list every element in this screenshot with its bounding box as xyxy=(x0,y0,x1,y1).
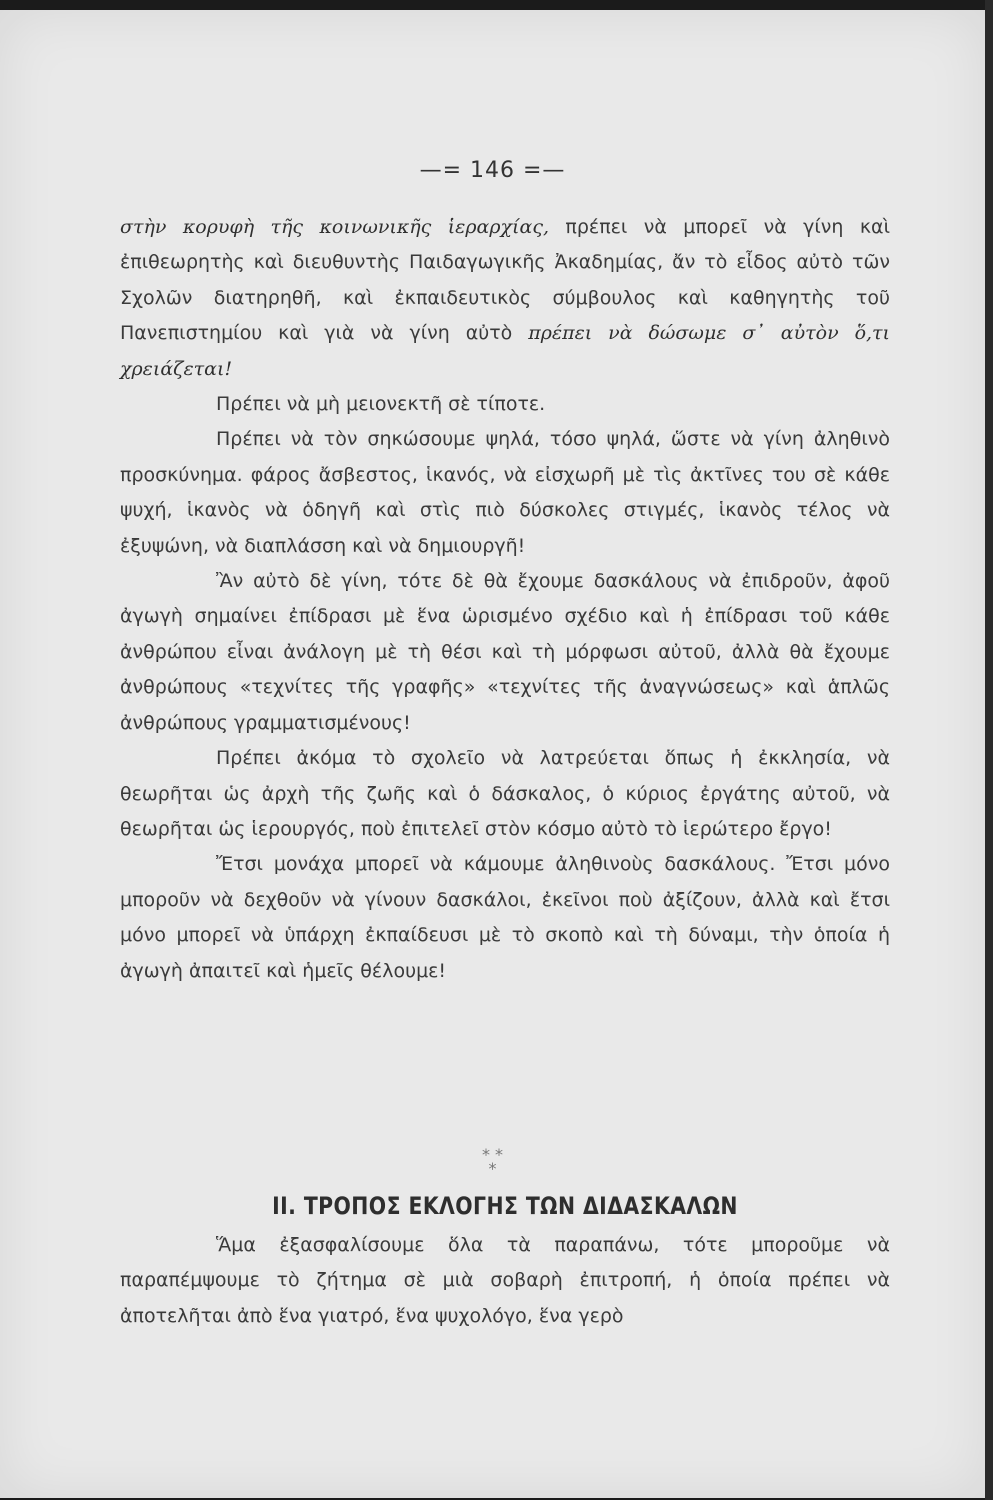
page-number: —= 146 =— xyxy=(419,158,566,183)
italic-lead: στὴν κορυφὴ τῆς κοινωνικῆς ἱεραρχίας, xyxy=(120,216,550,238)
paragraph-1 xyxy=(120,210,890,387)
paragraph-4: Ἂν αὐτὸ δὲ γίνη, τότε δὲ θὰ ἔχουμε δασκάλους νὰ ἐπιδροῦν, ἀφοῦ ἀγωγὴ σημαίνει ἐπίδρασι μὲ ἕνα ὡρισμένο σχέδιο καὶ ἡ ἐπίδρασι τοῦ κάθε ἀνθρώπου εἶναι ἀνάλογη μὲ τὴ θέσι καὶ τὴ μόρφωσι αὐτοῦ, ἀλλὰ θὰ ἔχουμε ἀνθρώπους «τεχνίτες τῆς γραφῆς» «τεχνίτες τῆς ἀναγνώσεως» καὶ ἁπλῶς ἀνθρώπους γραμματισμένους! xyxy=(120,570,890,734)
body-text-top xyxy=(120,210,890,989)
asterism-divider xyxy=(0,1145,985,1178)
paragraph-1-text: πρέπει νὰ μπορεῖ νὰ γίνη καὶ ἐπιθεωρητὴς καὶ διευθυντὴς Παιδαγωγικῆς Ἀκαδημίας, ἄν τὸ εἶδος αὐτὸ τῶν Σχολῶν διατηρηθῆ, καὶ ἐκπαιδευτικὸς σύμβουλος καὶ καθηγητὴς τοῦ Πανεπιστημίου καὶ γιὰ νὰ γίνη αὐτὸ xyxy=(120,216,890,345)
scan-edge xyxy=(985,0,993,1500)
asterism-line-1: * * xyxy=(481,1145,504,1164)
paragraph-5: Πρέπει ἀκόμα τὸ σχολεῖο νὰ λατρεύεται ὅπως ἡ ἐκκλησία, νὰ θεωρῆται ὡς ἀρχὴ τῆς ζωῆς καὶ ὁ δάσκαλος, ὁ κύριος ἐργάτης αὐτοῦ, νὰ θεωρῆται ὡς ἱερουργός, ποὺ ἐπιτελεῖ στὸν κόσμο αὐτὸ τὸ ἱερώτερο ἔργο! xyxy=(120,747,890,840)
paragraph-7: Ἅμα ἐξασφαλίσουμε ὅλα τὰ παραπάνω, τότε μποροῦμε νὰ παραπέμψουμε τὸ ζήτημα σὲ μιὰ σοβαρὴ ἐπιτροπή, ἡ ὁποία πρέπει νὰ ἀποτελῆται ἀπὸ ἕνα γιατρό, ἕνα ψυχολόγο, ἕνα γερὸ xyxy=(120,1234,890,1327)
body-text-bottom xyxy=(120,1228,890,1334)
italic-tail: πρέπει νὰ δώσωμε σ᾿ αὐτὸν ὅ,τι χρειάζεται! xyxy=(120,322,891,380)
book-page xyxy=(0,10,985,1498)
section-heading: II. ΤΡΟΠΟΣ ΕΚΛΟΓΗΣ ΤΩΝ ΔΙΔΑΣΚΑΛΩΝ xyxy=(272,1192,738,1220)
paragraph-3: Πρέπει νὰ τὸν σηκώσουμε ψηλά, τόσο ψηλά, ὥστε νὰ γίνη ἀληθινὸ προσκύνημα. φάρος ἄσβεστος, ἱκανός, νὰ εἰσχωρῆ μὲ τὶς ἀκτῖνες του σὲ κάθε ψυχή, ἱκανὸς νὰ ὁδηγῆ καὶ στὶς πιὸ δύσκολες στιγμές, ἱκανὸς τέλος νὰ ἐξυψώνη, νὰ διαπλάσση καὶ νὰ δημιουργῆ! xyxy=(120,428,890,557)
asterism-line-2: * xyxy=(488,1159,497,1178)
paragraph-2: Πρέπει νὰ μὴ μειονεκτῆ σὲ τίποτε. xyxy=(216,393,546,416)
paragraph-6: Ἔτσι μονάχα μπορεῖ νὰ κάμουμε ἀληθινοὺς δασκάλους. Ἔτσι μόνο μποροῦν νὰ δεχθοῦν νὰ γίνουν δασκάλοι, ἐκεῖνοι ποὺ ἀξίζουν, ἀλλὰ καὶ ἔτσι μόνο μπορεῖ νὰ ὑπάρχη ἐκπαίδευσι μὲ τὸ σκοπὸ καὶ τὴ δύναμι, τὴν ὁποία ἡ ἀγωγὴ ἀπαιτεῖ καὶ ἡμεῖς θέλουμε! xyxy=(120,853,890,982)
